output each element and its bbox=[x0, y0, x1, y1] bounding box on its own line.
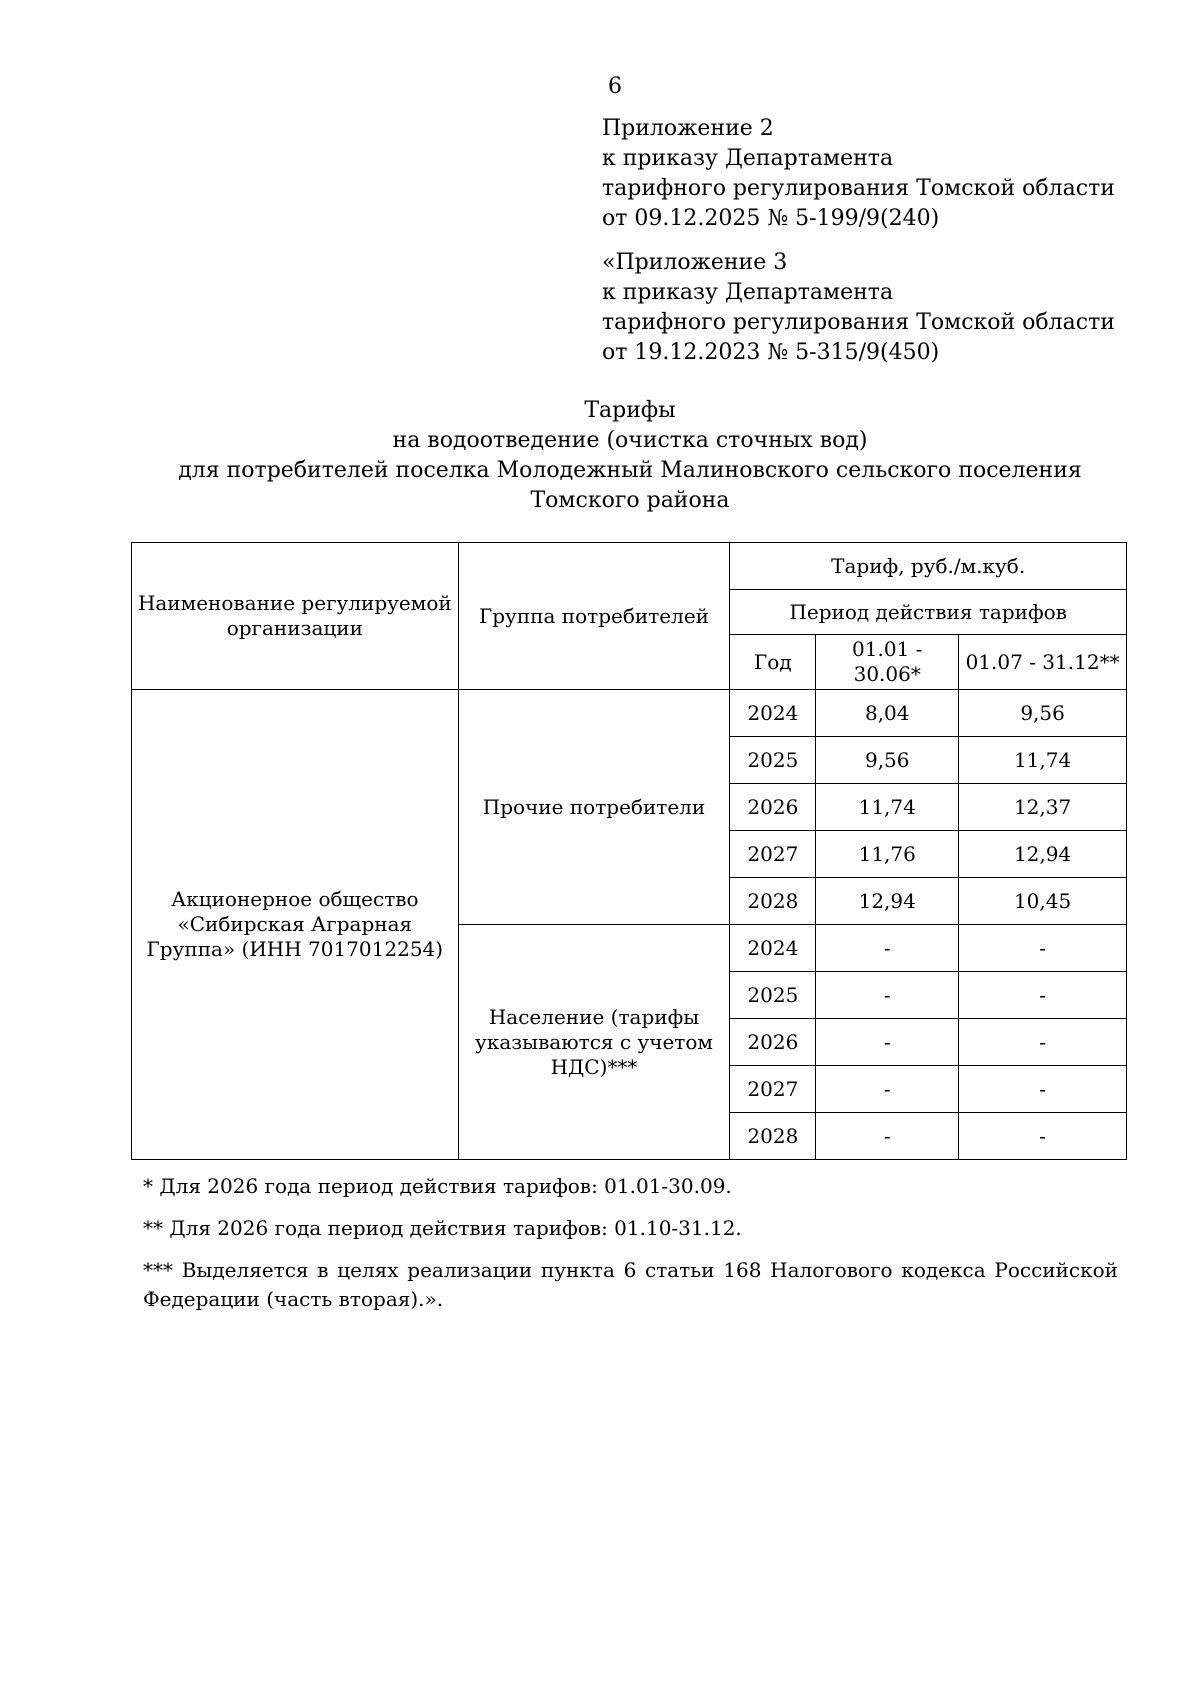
header-organization: Наименование регулируемой организации bbox=[132, 543, 459, 690]
year-cell: 2026 bbox=[730, 1019, 816, 1066]
appendix-line: к приказу Департамента bbox=[602, 146, 894, 171]
tariff-half2-cell: - bbox=[959, 1066, 1127, 1113]
title-line: Томского района bbox=[530, 488, 730, 513]
tariff-half1-cell: - bbox=[816, 1019, 959, 1066]
year-cell: 2025 bbox=[730, 972, 816, 1019]
title-line: для потребителей поселка Молодежный Малиновского сельского поселения bbox=[178, 458, 1082, 483]
header-consumer-group: Группа потребителей bbox=[458, 543, 730, 690]
header-year: Год bbox=[730, 635, 816, 690]
group-name-cell: Прочие потребители bbox=[458, 690, 730, 925]
header-tariff: Тариф, руб./м.куб. bbox=[730, 543, 1127, 590]
tariff-half2-cell: 11,74 bbox=[959, 737, 1127, 784]
tariff-half1-cell: 9,56 bbox=[816, 737, 959, 784]
organization-cell: Акционерное общество «Сибирская Аграрная Группа» (ИНН 7017012254) bbox=[132, 690, 459, 1160]
tariff-half2-cell: - bbox=[959, 972, 1127, 1019]
tariff-table bbox=[131, 542, 1127, 1160]
tariff-half1-cell: - bbox=[816, 925, 959, 972]
tariff-half2-cell: 12,37 bbox=[959, 784, 1127, 831]
tariff-half1-cell: 8,04 bbox=[816, 690, 959, 737]
appendix-amended-header bbox=[602, 248, 1115, 368]
appendix-line: от 19.12.2023 № 5-315/9(450) bbox=[602, 340, 940, 365]
tariff-half1-cell: 11,74 bbox=[816, 784, 959, 831]
tariff-half2-cell: 12,94 bbox=[959, 831, 1127, 878]
year-cell: 2028 bbox=[730, 1113, 816, 1160]
appendix-line: «Приложение 3 bbox=[602, 250, 788, 275]
header-period: Период действия тарифов bbox=[730, 590, 1127, 635]
tariff-half1-cell: 12,94 bbox=[816, 878, 959, 925]
appendix-line: Приложение 2 bbox=[602, 116, 774, 141]
tariff-half1-cell: - bbox=[816, 1066, 959, 1113]
appendix-line: тарифного регулирования Томской области bbox=[602, 310, 1115, 335]
year-cell: 2024 bbox=[730, 690, 816, 737]
table-row bbox=[132, 690, 1127, 737]
footnote: ** Для 2026 года период действия тарифов: 01.10-31.12. bbox=[143, 1216, 742, 1240]
year-cell: 2027 bbox=[730, 831, 816, 878]
year-cell: 2026 bbox=[730, 784, 816, 831]
year-cell: 2027 bbox=[730, 1066, 816, 1113]
footnote: *** Выделяется в целях реализации пункта 6 статьи 168 Налогового кодекса Российской Федерации (часть вторая).». bbox=[143, 1258, 1118, 1311]
appendix-current-header bbox=[602, 114, 1115, 234]
tariff-half2-cell: - bbox=[959, 925, 1127, 972]
tariff-half2-cell: - bbox=[959, 1019, 1127, 1066]
header-half1: 01.01 - 30.06* bbox=[816, 635, 959, 690]
header-half2: 01.07 - 31.12** bbox=[959, 635, 1127, 690]
title-line: Тарифы bbox=[584, 398, 676, 423]
tariff-half2-cell: - bbox=[959, 1113, 1127, 1160]
year-cell: 2028 bbox=[730, 878, 816, 925]
tariff-half1-cell: 11,76 bbox=[816, 831, 959, 878]
appendix-line: от 09.12.2025 № 5-199/9(240) bbox=[602, 206, 940, 231]
footnote: * Для 2026 года период действия тарифов: 01.01-30.09. bbox=[143, 1174, 732, 1198]
appendix-line: к приказу Департамента bbox=[602, 280, 894, 305]
document-title bbox=[120, 396, 1140, 516]
footnotes bbox=[143, 1172, 1118, 1327]
page-number: 6 bbox=[608, 74, 622, 99]
title-line: на водоотведение (очистка сточных вод) bbox=[392, 428, 868, 453]
year-cell: 2024 bbox=[730, 925, 816, 972]
year-cell: 2025 bbox=[730, 737, 816, 784]
tariff-half1-cell: - bbox=[816, 1113, 959, 1160]
appendix-line: тарифного регулирования Томской области bbox=[602, 176, 1115, 201]
tariff-half2-cell: 10,45 bbox=[959, 878, 1127, 925]
group-name-cell: Население (тарифы указываются с учетом НДС)*** bbox=[458, 925, 730, 1160]
tariff-half2-cell: 9,56 bbox=[959, 690, 1127, 737]
tariff-half1-cell: - bbox=[816, 972, 959, 1019]
